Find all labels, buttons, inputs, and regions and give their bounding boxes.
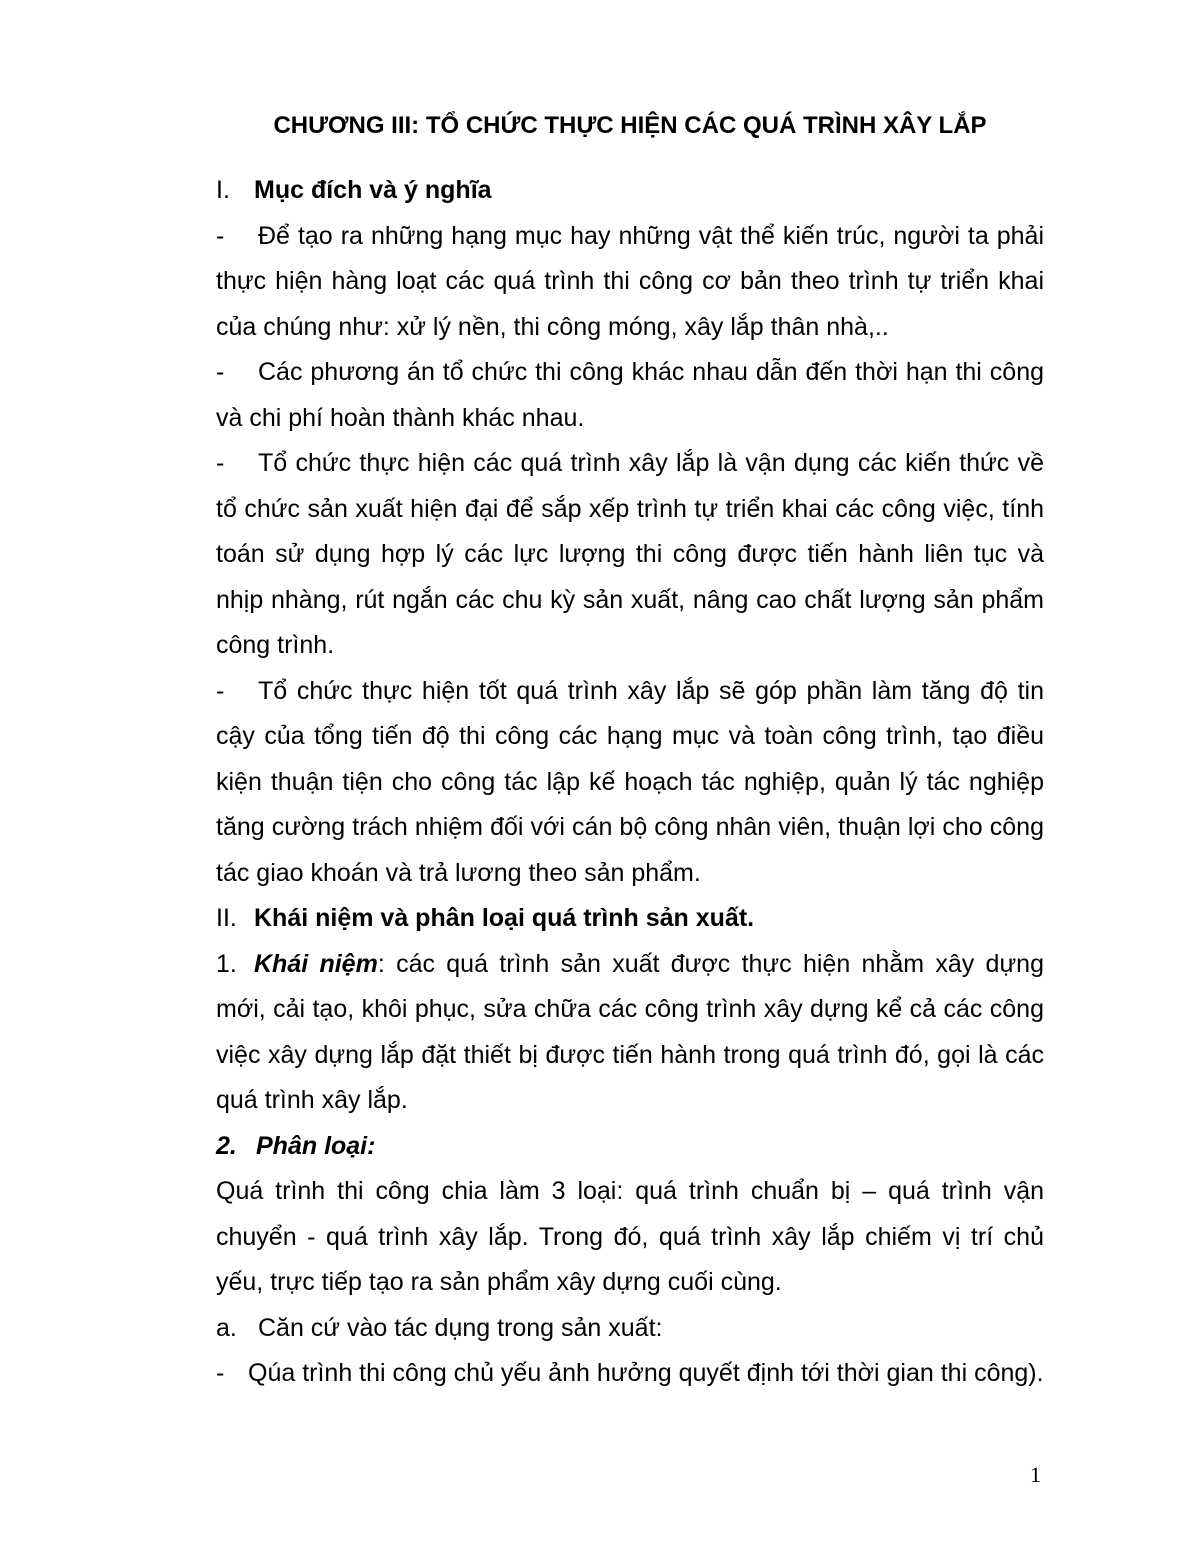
item-2-heading	[216, 1124, 1044, 1170]
bullet-paragraph: - Để tạo ra những hạng mục hay những vật thể kiến trúc, người ta phải thực hiện hàng loạt các quá trình thi công cơ bản theo trình tự triển khai của chúng như: xử lý nền, thi công móng, xây lắp thân nhà,..	[216, 221, 1044, 341]
definition-text: : các quá trình sản xuất được thực hiện nhằm xây dựng mới, cải tạo, khôi phục, sửa chữa các công trình xây dựng kể cả các công việc xây dựng lắp đặt thiết bị được tiến hành trong quá trình đó, gọi là các quá trình xây lắp.	[216, 949, 1044, 1114]
section-1-heading	[216, 168, 1044, 214]
term-khai-niem: Khái niệm	[254, 949, 378, 978]
section-1-title: Mục đích và ý nghĩa	[254, 176, 492, 204]
item-1-number: 1.	[216, 949, 237, 978]
section-1-number: I.	[216, 176, 230, 204]
item-2-number: 2.	[216, 1131, 237, 1160]
bullet-paragraph: - Tổ chức thực hiện tốt quá trình xây lắp sẽ góp phần làm tăng độ tin cậy của tổng tiến độ thi công các hạng mục và toàn công trình, tạo điều kiện thuận tiện cho công tác lập kế hoạch tác nghiệp, quản lý tác nghiệp tăng cường trách nhiệm đối với cán bộ công nhân viên, thuận lợi cho công tác giao khoán và trả lương theo sản phẩm.	[216, 676, 1044, 887]
section-2-title: Khái niệm và phân loại quá trình sản xuất.	[254, 904, 755, 932]
bullet-paragraph: - Tổ chức thực hiện các quá trình xây lắp là vận dụng các kiến thức về tổ chức sản xuất hiện đại để sắp xếp trình tự triển khai các công việc, tính toán sử dụng hợp lý các lực lượng thi công được tiến hành liên tục và nhịp nhàng, rút ngắn các chu kỳ sản xuất, nâng cao chất lượng sản phẩm công trình.	[216, 449, 1044, 659]
section-2-heading	[216, 896, 1044, 942]
classification-intro: Quá trình thi công chia làm 3 loại: quá trình chuẩn bị – quá trình vận chuyển - quá trình xây lắp. Trong đó, quá trình xây lắp chiếm vị trí chủ yếu, trực tiếp tạo ra sản phẩm xây dựng cuối cùng.	[216, 1177, 1044, 1296]
document-page	[216, 106, 1044, 1397]
section-2-number: II.	[216, 904, 237, 932]
page-number: 1	[1030, 1462, 1041, 1487]
bullet-paragraph: - Qúa trình thi công chủ yếu ảnh hưởng quyết định tới thời gian thi công).	[216, 1359, 1044, 1387]
sub-item-a-text: Căn cứ vào tác dụng trong sản xuất:	[258, 1313, 663, 1342]
sub-item-a	[216, 1306, 1044, 1352]
bullet-paragraph: - Các phương án tổ chức thi công khác nhau dẫn đến thời hạn thi công và chi phí hoàn thành khác nhau.	[216, 358, 1044, 432]
item-2-title: Phân loại:	[256, 1131, 376, 1160]
definition-paragraph	[216, 942, 1044, 1124]
chapter-title: CHƯƠNG III: TỔ CHỨC THỰC HIỆN CÁC QUÁ TRÌNH XÂY LẮP	[273, 112, 987, 139]
sub-item-a-label: a.	[216, 1313, 237, 1342]
